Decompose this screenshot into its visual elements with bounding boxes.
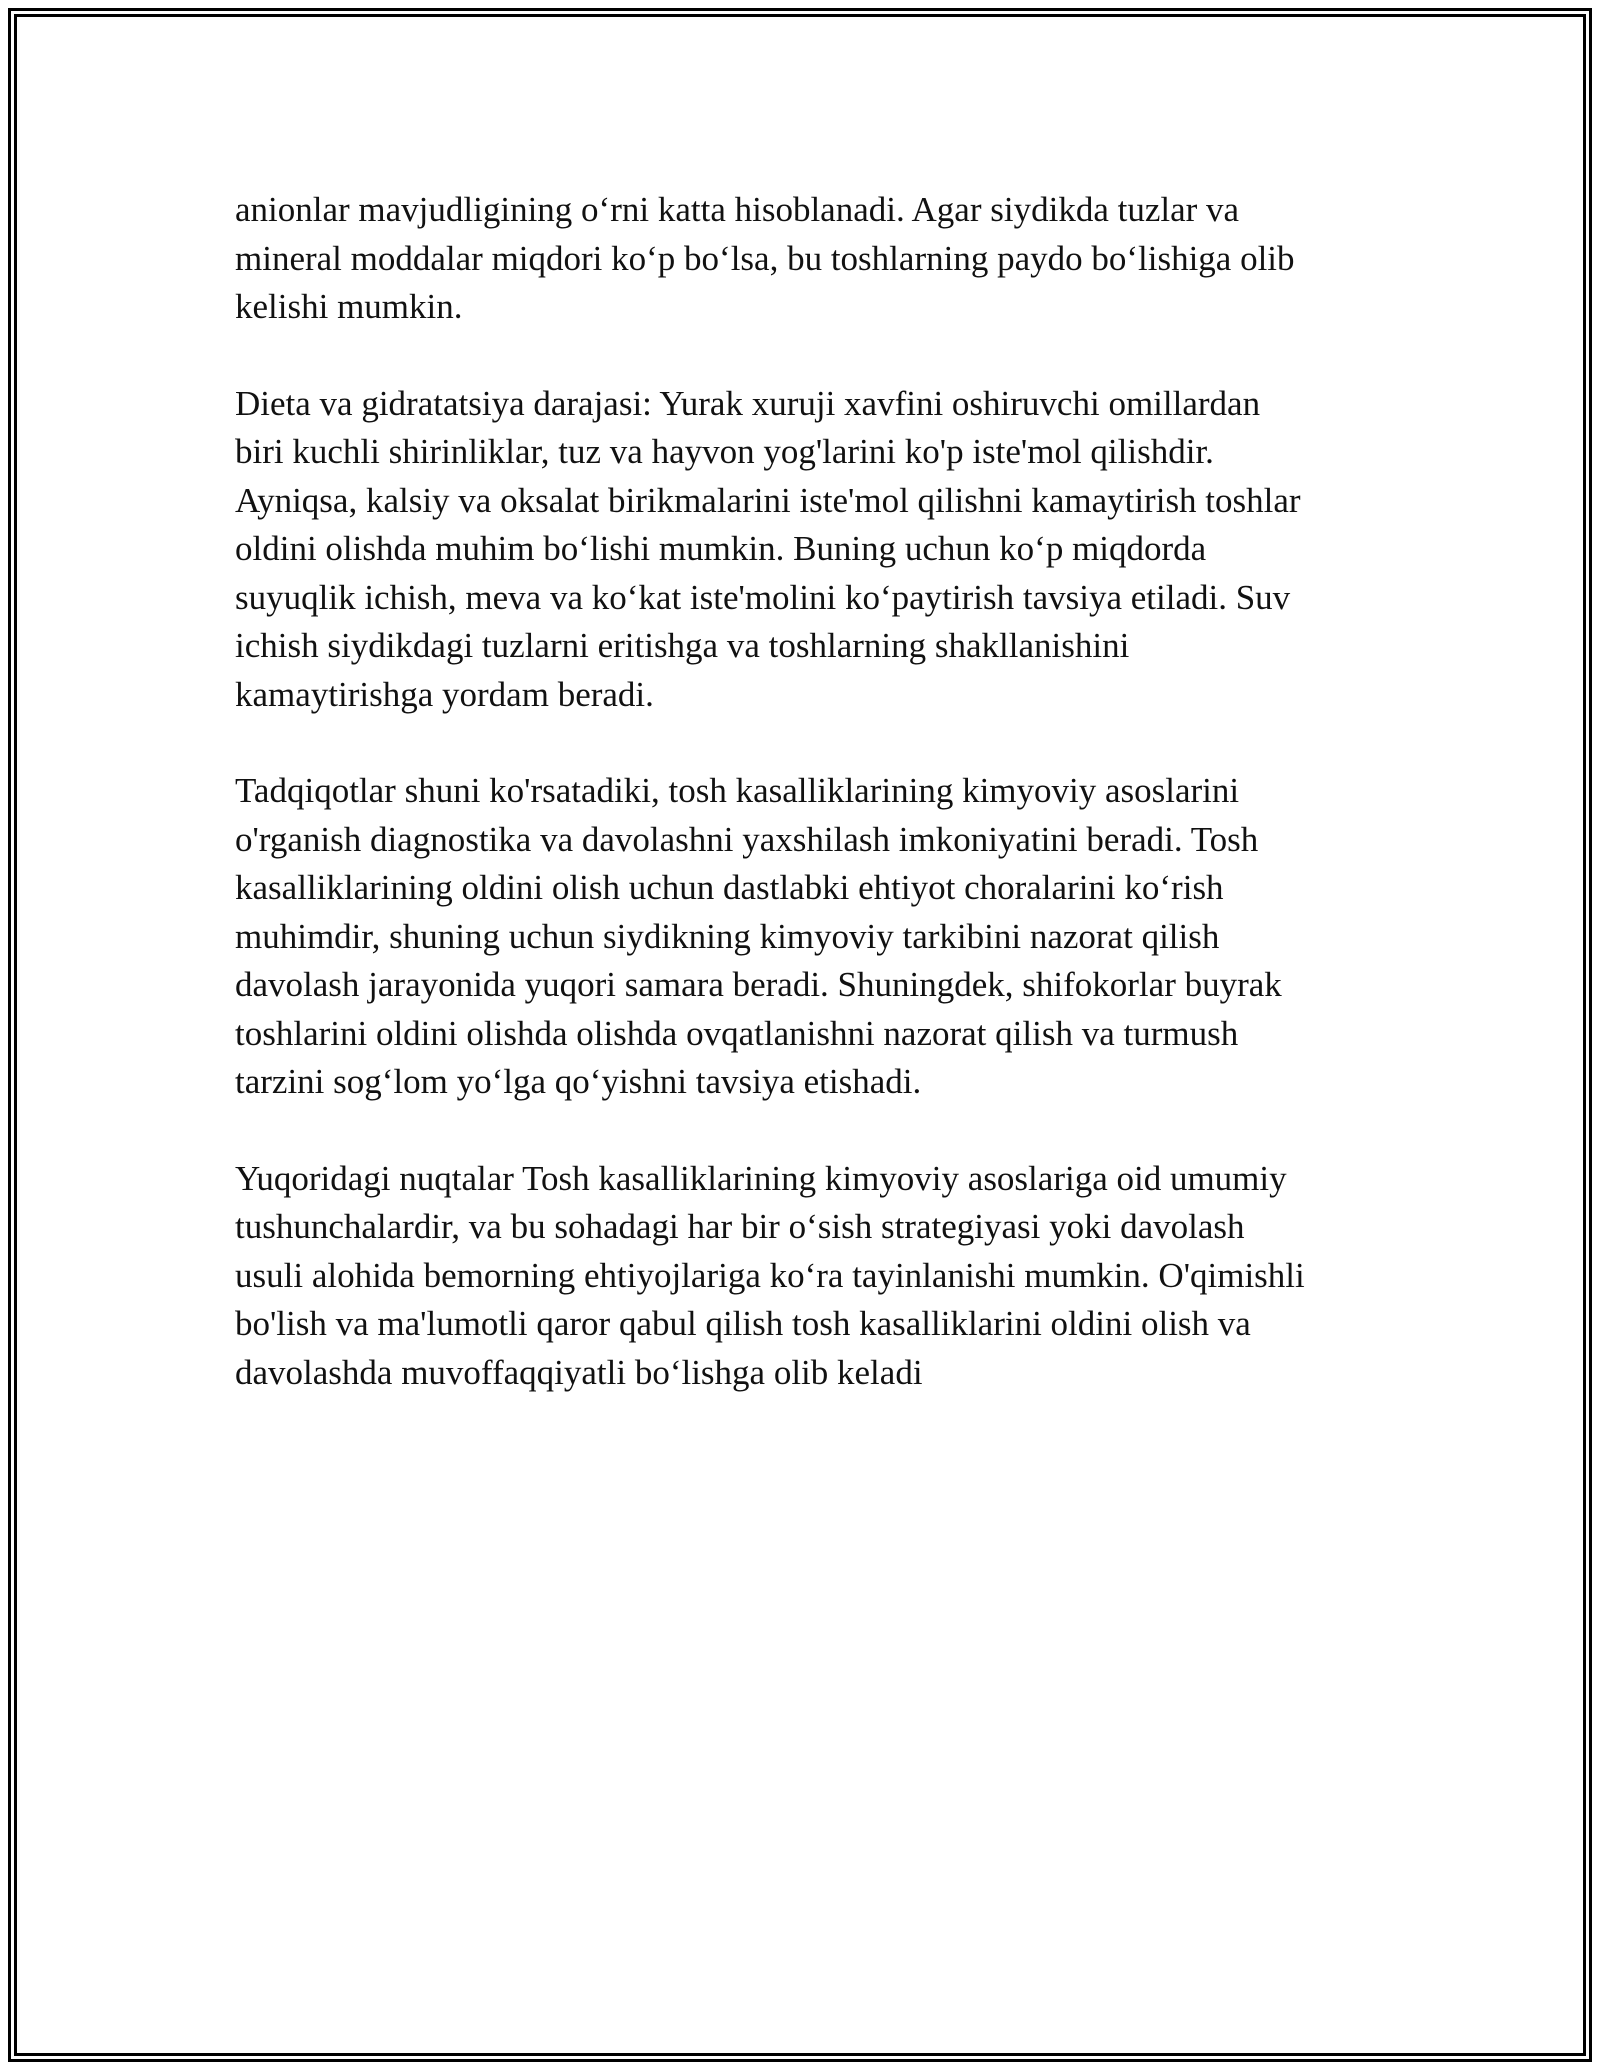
paragraph-tadqiqotlar: Tadqiqotlar shuni ko'rsatadiki, tosh kasalliklarining kimyoviy asoslarini o'rganish diagnostika va davolashni yaxshilash imkoniyatini beradi. Tosh kasalliklarining oldini olish uchun dastlabki ehtiyot choralarini ko‘rish muhimdir, shuning uchun siydikning kimyoviy tarkibini nazorat qilish davolash jarayonida yuqori samara beradi. Shuningdek, shifokorlar buyrak toshlarini oldini olishda olishda ovqatlanishni nazorat qilish va turmush tarzini sog‘lom yo‘lga qo‘yishni tavsiya etishadi. [235, 771, 1282, 1101]
paragraph-dieta: Dieta va gidratatsiya darajasi: Yurak xuruji xavfini oshiruvchi omillardan biri kuchli shirinliklar, tuz va hayvon yog'larini ko'p iste'mol qilishdir. Ayniqsa, kalsiy va oksalat birikmalarini iste'mol qilishni kamaytirish toshlar oldini olishda muhim bo‘lishi mumkin. Buning uchun ko‘p miqdorda suyuqlik ichish, meva va ko‘kat iste'molini ko‘paytirish tavsiya etiladi. Suv ichish siydikdagi tuzlarni eritishga va toshlarning shakllanishini kamaytirishga yordam beradi. [235, 383, 1301, 714]
document-body [235, 186, 1375, 1445]
paragraph-anionlar: anionlar mavjudligining o‘rni katta hisoblanadi. Agar siydikda tuzlar va mineral moddalar miqdori ko‘p bo‘lsa, bu toshlarning paydo bo‘lishiga olib kelishi mumkin. [235, 190, 1295, 326]
paragraph-yuqoridagi: Yuqoridagi nuqtalar Tosh kasalliklarining kimyoviy asoslariga oid umumiy tushunchalardir, va bu sohadagi har bir o‘sish strategiyasi yoki davolash usuli alohida bemorning ehtiyojlariga ko‘ra tayinlanishi mumkin. O'qimishli bo'lish va ma'lumotli qaror qabul qilish tosh kasalliklarini oldini olish va davolashda muvoffaqqiyatli bo‘lishga olib keladi [235, 1158, 1305, 1392]
